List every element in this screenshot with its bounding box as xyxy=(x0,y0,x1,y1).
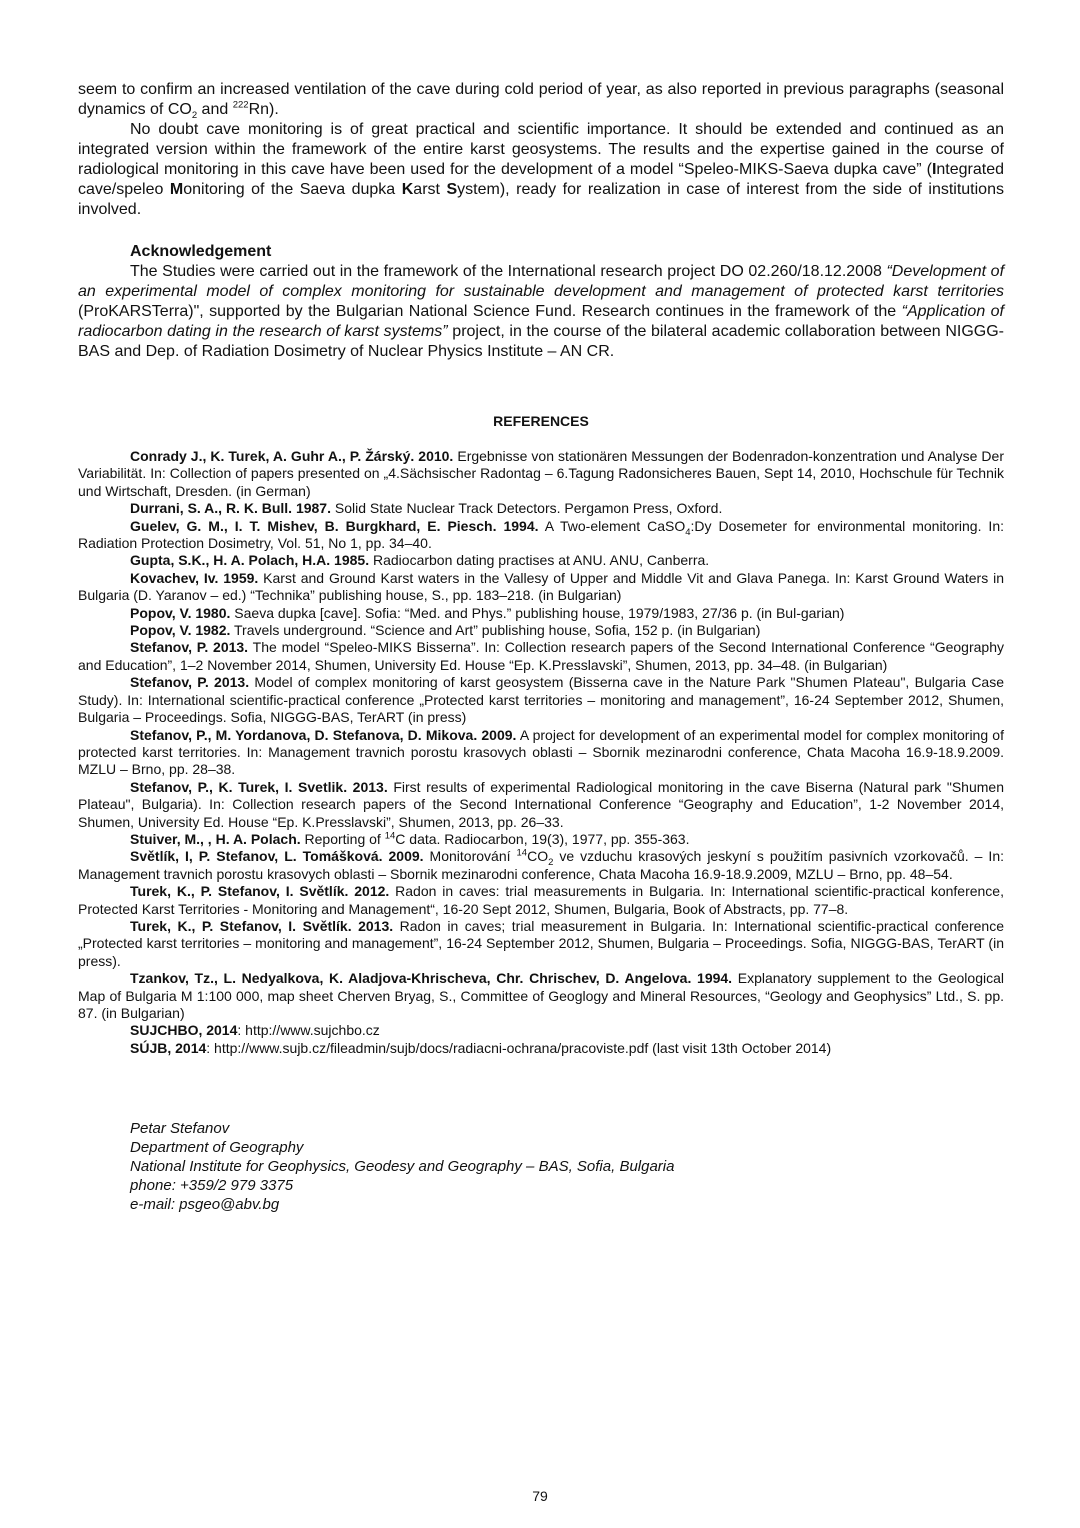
reference-authors: Světlík, I, P. Stefanov, L. Tomášková. 2009. xyxy=(130,848,424,865)
reference-entry: Tzankov, Tz., L. Nedyalkova, K. Aladjova-Khrischeva, Chr. Chrischev, D. Angelova. 1994. Explanatory supplement to the Geological Map of Bulgaria M 1:100 000, map sheet Cherven Bryag, S., Committee of Geoglogy and Mineral Resources, “Geology and Geophysics” Ltd., S. pp. 87. (in Bulgarian) xyxy=(78,970,1004,1021)
reference-entry: Conrady J., K. Turek, A. Guhr A., P. Žárský. 2010. Ergebnisse von stationären Messungen der Bodenradon-konzentration und Analyse Der Variabilität. In: Collection of papers presented on „4.Sächsischer Radontag – 6.Tagung Radonsicheres Bauen, Sept 14, 2010, Hochschule für Technik und Wirtschaft, Dresden. (in German) xyxy=(78,448,1004,499)
references-heading: REFERENCES xyxy=(493,413,589,429)
reference-authors: Stuiver, M., , H. A. Polach. xyxy=(130,830,301,847)
continuation-paragraph: seem to confirm an increased ventilation of the cave during cold period of year, as also reported in previous paragraphs (seasonal dynamics of $CO_2$ and $^{222}$Rn). xyxy=(78,81,1004,122)
reference-entry: SUJCHBO, 2014: http://www.sujchbo.cz xyxy=(130,1022,380,1039)
reference-authors: SÚJB, 2014 xyxy=(130,1039,207,1056)
reference-entry: Stefanov, P., M. Yordanova, D. Stefanova, D. Mikova. 2009. A project for development of an experimental model for complex monitoring of protected karst territories. In: Management travnich porostu krasovych oblasti – Sbornik mezinarodni conference, Chata Macoha 16.9-18.9.2009. MZLU – Brno, pp. 28–38. xyxy=(78,726,1004,778)
reference-entry: Popov, V. 1982. Travels underground. “Science and Art” publishing house, Sofia, 152 p. (in Bulgarian) xyxy=(130,622,761,639)
reference-entry: Durrani, S. A., R. K. Bull. 1987. Solid State Nuclear Track Detectors. Pergamon Press, Oxford. xyxy=(130,500,723,517)
reference-authors: Gupta, S.K., H. A. Polach, H.A. 1985. xyxy=(130,552,370,569)
author-institute: National Institute for Geophysics, Geodesy and Geography – BAS, Sofia, Bulgaria xyxy=(130,1158,675,1176)
conclusion-paragraph: No doubt cave monitoring is of great practical and scientific importance. It should be extended and continued as an integrated version within the framework of the entire karst geosystems. The results and the expertise gained in the course of radiological monitoring in this cave have been used for the development of a model “Speleo-MIKS-Saeva dupka cave” (Integrated cave/speleo Monitoring of the Saeva dupka Karst System), ready for realization in case of interest from the side of institutions involved. xyxy=(78,121,1004,218)
reference-authors: Tzankov, Tz., L. Nedyalkova, K. Aladjova-Khrischeva, Chr. Chrischev, D. Angelova. 1994. xyxy=(130,970,733,987)
reference-authors: SUJCHBO, 2014 xyxy=(130,1022,238,1039)
reference-authors: Stefanov, P., K. Turek, I. Svetlik. 2013. xyxy=(130,778,388,795)
author-email[interactable]: e-mail: psgeo@abv.bg xyxy=(130,1196,280,1214)
acknowledgement-paragraph: The Studies were carried out in the framework of the International research project DO 02.260/18.12.2008 “Development of an experimental model of complex monitoring for sustainable development and management of protected karst territories (ProKARSTerra)", supported by the Bulgarian National Science Fund. Research continues in the framework of the “Application of radiocarbon dating in the research of karst systems” project, in the course of the bilateral academic collaboration between NIGGG-BAS and Dep. of Radiation Dosimetry of Nuclear Physics Institute – AN CR. xyxy=(78,263,1005,360)
author-address xyxy=(130,1119,1004,1214)
reference-authors: Conrady J., K. Turek, A. Guhr A., P. Žárský. 2010. xyxy=(130,448,454,464)
reference-entry: Stefanov, P. 2013. Model of complex monitoring of karst geosystem (Bisserna cave in the Nature Park "Shumen Plateau", Bulgaria Case Study). In: International scientific-practical conference „Protected karst territories – monitoring and management”, 16-24 September 2012, Shumen, Bulgaria – Proceedings. Sofia, NIGGG-BAS, TerART (in press) xyxy=(78,674,1004,726)
author-department: Department of Geography xyxy=(130,1139,304,1157)
reference-entry: Guelev, G. M., I. T. Mishev, B. Burgkhard, E. Piesch. 1994. A Two-element CaSO$_4$:Dy Dosemeter for environmental monitoring. In: Radiation Protection Dosimetry, Vol. 51, No 1, pp. 34–40. xyxy=(78,517,1005,552)
reference-authors: Guelev, G. M., I. T. Mishev, B. Burgkhard, E. Piesch. 1994. xyxy=(130,517,539,534)
reference-entry: Turek, K., P. Stefanov, I. Světlík. 2013. Radon in caves; trial measurement in Bulgaria. In: International scientific-practical conference „Protected karst territories – monitoring and management”, 16-24 September 2012, Shumen, Bulgaria – Proceedings. Sofia, NIGGG-BAS, TerART (in press). xyxy=(78,917,1004,969)
reference-entry: Stefanov, P. 2013. The model “Speleo-MIKS Bisserna”. In: Collection research papers of the Second International Conference “Geography and Education”, 1–2 November 2014, Shumen, University Ed. House “Ep. K.Presslavski”, Shumen, 2013, pp. 34–48. (in Bulgarian) xyxy=(78,639,1004,673)
reference-entry: Popov, V. 1980. Saeva dupka [cave]. Sofia: “Med. and Phys.” publishing house, 1979/1983, 27/36 p. (in Bul-garian) xyxy=(130,604,845,621)
reference-authors: Popov, V. 1982. xyxy=(130,622,231,639)
reference-entry: Kovachev, Iv. 1959. Karst and Ground Karst waters in the Vallesy of Upper and Middle Vit and Glava Panega. In: Karst Ground Waters in Bulgaria (D. Yaranov – ed.) “Technika” publishing house, S., pp. 183–218. (in Bulgarian) xyxy=(78,569,1004,604)
reference-authors: Kovachev, Iv. 1959. xyxy=(130,569,259,586)
page-content xyxy=(78,80,1004,1214)
references-list xyxy=(78,448,1004,1057)
reference-authors: Turek, K., P. Stefanov, I. Světlík. 2013. xyxy=(130,917,394,934)
page-number: 79 xyxy=(532,1488,548,1504)
reference-authors: Turek, K., P. Stefanov, I. Světlík. 2012. xyxy=(130,883,390,900)
reference-entry: Gupta, S.K., H. A. Polach, H.A. 1985. Radiocarbon dating practises at ANU. ANU, Canberra. xyxy=(130,552,710,569)
reference-authors: Popov, V. 1980. xyxy=(130,604,231,621)
reference-authors: Stefanov, P., M. Yordanova, D. Stefanova, D. Mikova. 2009. xyxy=(130,726,517,743)
reference-entry: SÚJB, 2014: http://www.sujb.cz/fileadmin/sujb/docs/radiacni-ochrana/pracoviste.pdf (last visit 13th October 2014) xyxy=(130,1039,832,1056)
acknowledgement-heading: Acknowledgement xyxy=(130,243,272,260)
reference-authors: Durrani, S. A., R. K. Bull. 1987. xyxy=(130,500,331,517)
reference-authors: Stefanov, P. 2013. xyxy=(130,639,249,656)
reference-authors: Stefanov, P. 2013. xyxy=(130,674,250,691)
reference-entry: Stefanov, P., K. Turek, I. Svetlik. 2013. First results of experimental Radiological monitoring in the cave Biserna (Natural park "Shumen Plateau", Bulgaria). In: Collection research papers of the Second International Conference “Geography and Education”, 1-2 November 2014, Shumen, University Ed. House “Ep. K.Presslavski”, Shumen, 2013, pp. 26–33. xyxy=(78,778,1004,830)
reference-entry: Turek, K., P. Stefanov, I. Světlík. 2012. Radon in caves: trial measurements in Bulgaria. In: International scientific-practical konference, Protected Karst Territories - Monitoring and Management“, 16-20 Sept 2012, Shumen, Bulgaria, Book of Abstracts, pp. 77–8. xyxy=(78,883,1004,917)
reference-entry: Světlík, I, P. Stefanov, L. Tomášková. 2009. Monitorování $^{14}CO_2$ ve vzduchu krasových jeskyní s použitím pasivních vzorkovačů. – In: Management travnich porostu krasovych oblasti – Sbornik mezinarodni conference, Chata Macoha 16.9-18.9.2009, MZLU – Brno, pp. 48–54. xyxy=(78,847,1004,882)
author-name: Petar Stefanov xyxy=(130,1120,230,1138)
reference-entry: Stuiver, M., , H. A. Polach. Reporting of $^{14}$C data. Radiocarbon, 19(3), 1977, pp. 355-363. xyxy=(130,830,690,847)
author-phone: phone: +359/2 979 3375 xyxy=(130,1177,294,1195)
